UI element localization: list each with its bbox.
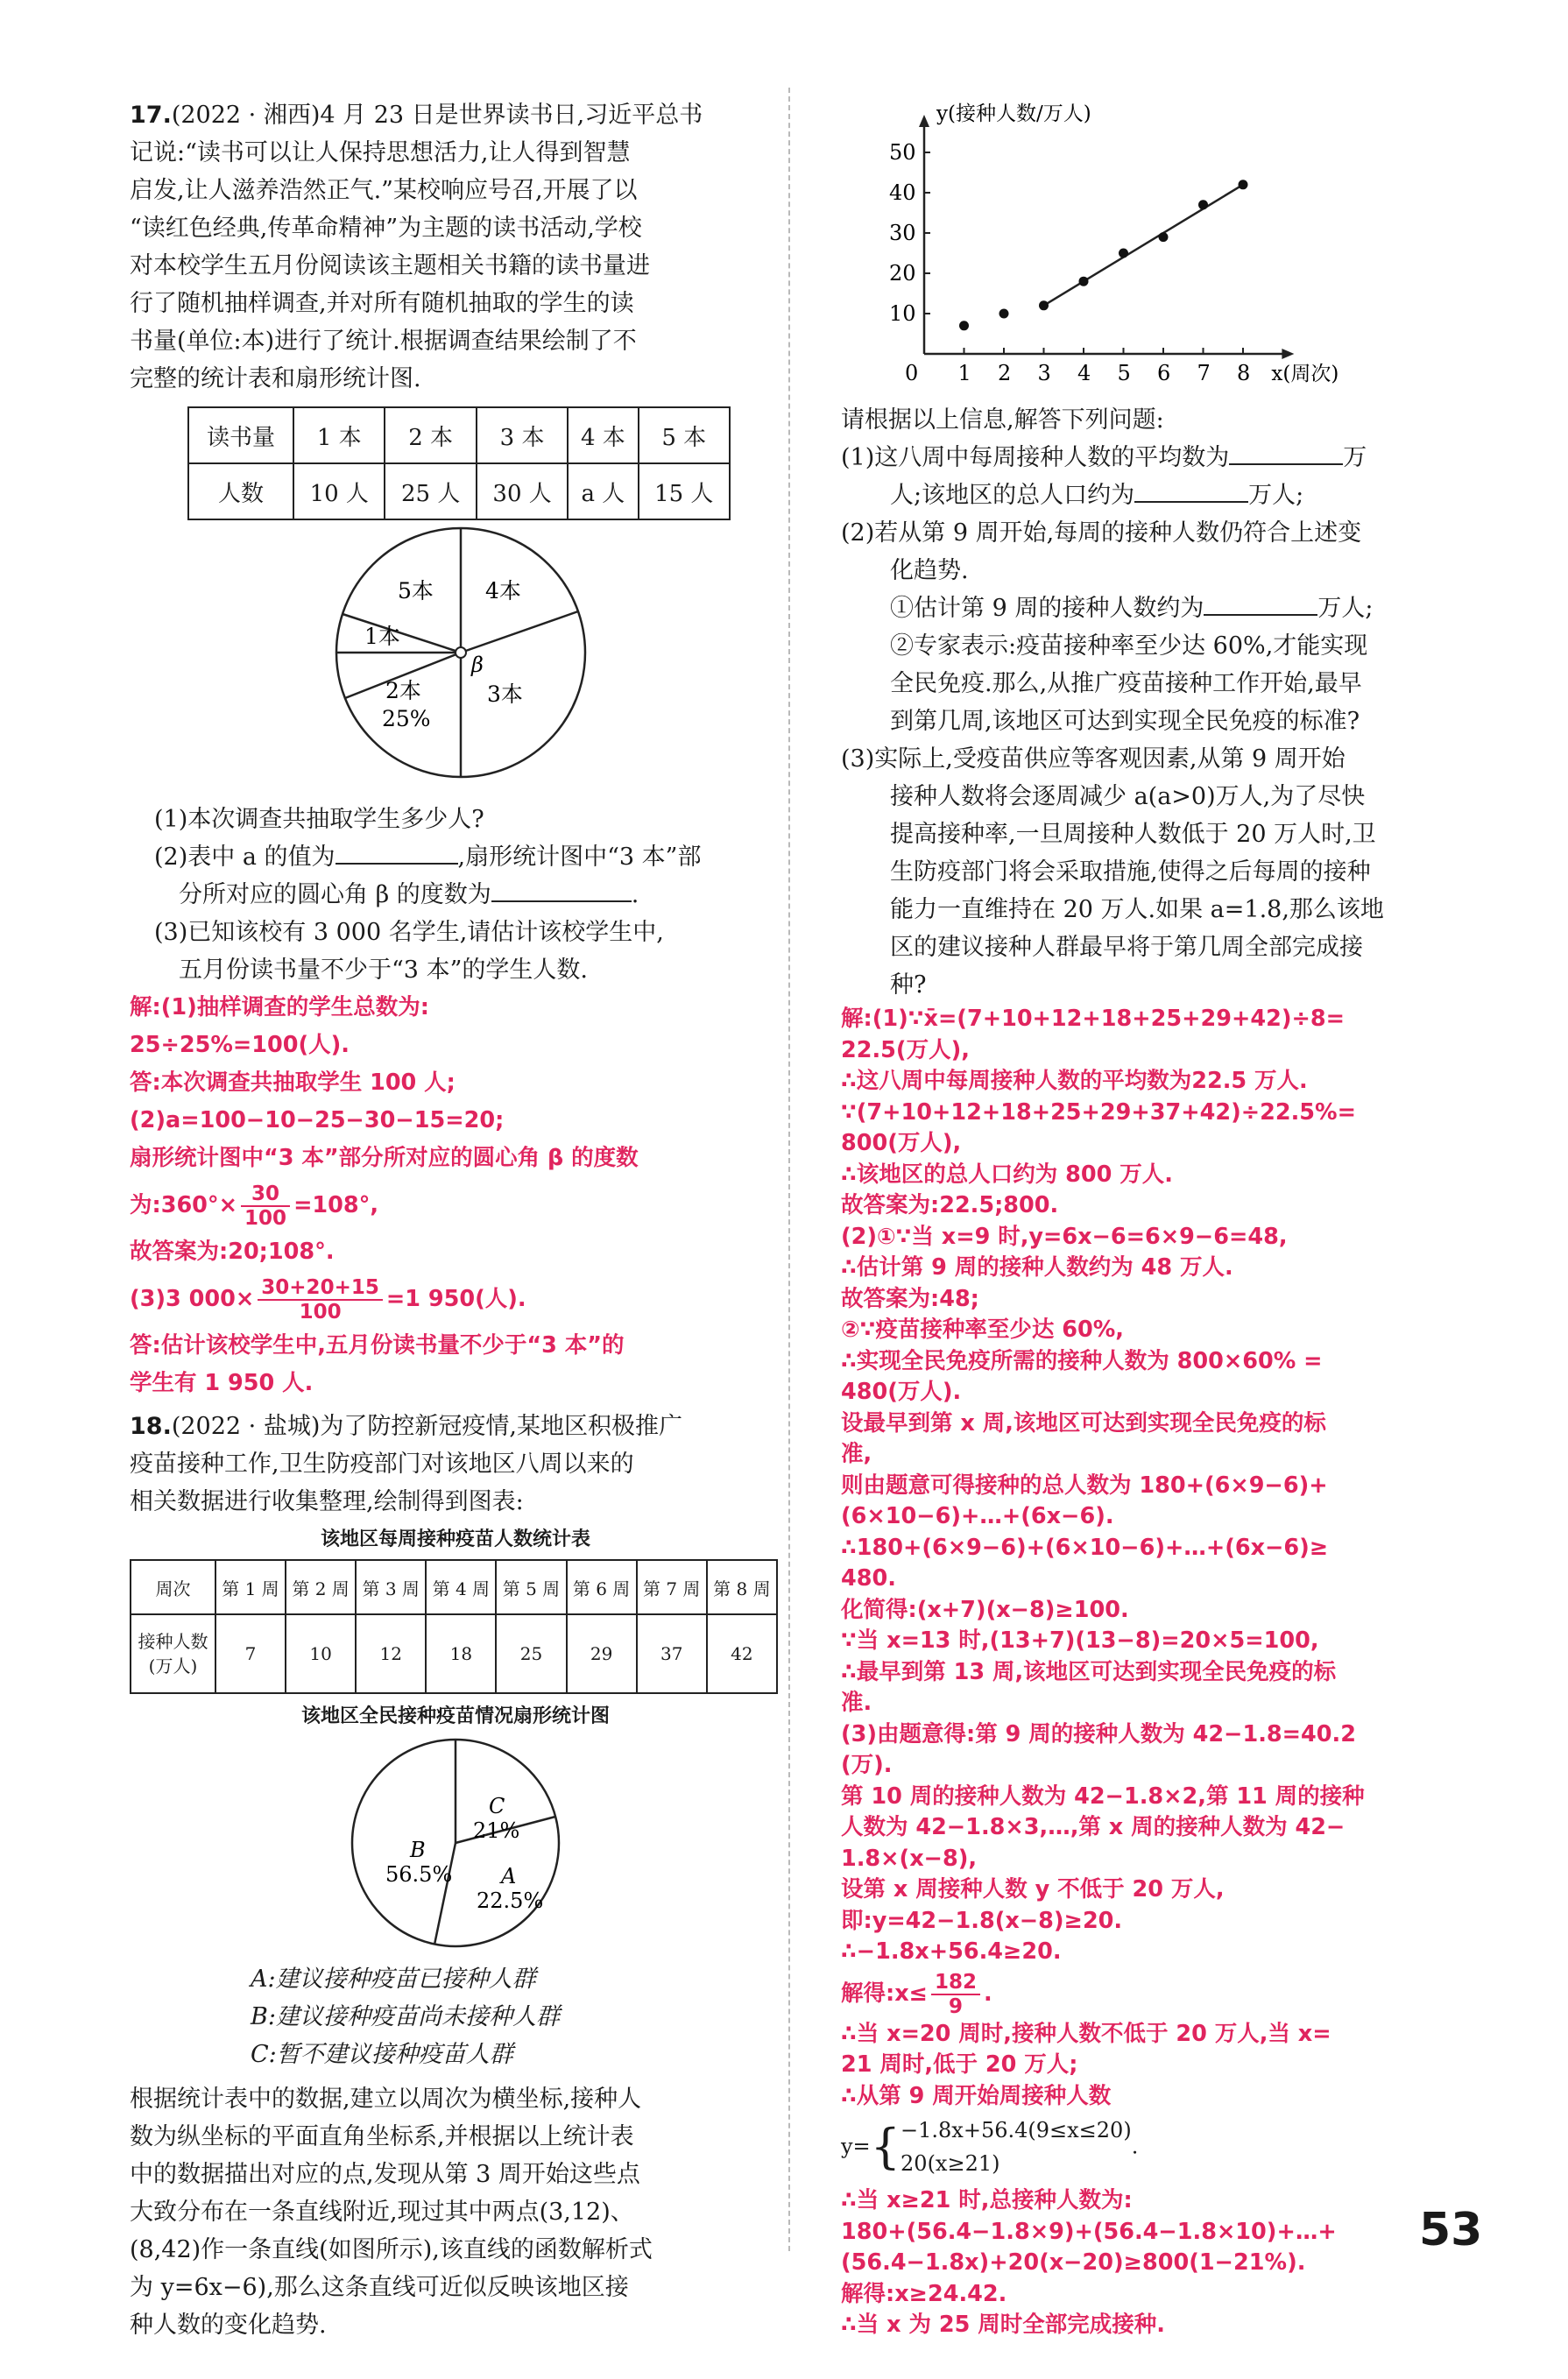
q18-stem (130, 1408, 781, 1521)
pie-divider (434, 1843, 456, 1945)
table-cell: 25 (496, 1614, 566, 1693)
q17-stem-line: “读红色经典,传革命精神”为主题的读书活动,学校 (130, 215, 642, 242)
answer-line: 22.5(万人), (841, 1036, 970, 1063)
q17-number: 17. (130, 102, 172, 129)
q17-question-1: (1)本次调查共抽取学生多少人? (154, 806, 484, 833)
answer-line: ∴从第 9 周开始周接种人数 (841, 2082, 1112, 2109)
row-label: 接种人数 (138, 1631, 208, 1652)
data-point (1239, 180, 1248, 189)
table-cell: 10 人 (293, 463, 385, 519)
answer-line: ∴实现全民免疫所需的接种人数为 800×60% = (841, 1347, 1323, 1374)
answer-line: 答:估计该校学生中,五月份读书量不少于“3 本”的 (130, 1332, 625, 1359)
y-tick-label: 40 (889, 180, 916, 205)
answer-text: =108°, (293, 1192, 379, 1218)
x-tick-label: 0 (905, 361, 919, 385)
fraction (258, 1276, 383, 1324)
q17-answer (130, 989, 781, 1402)
pie-label-a: A (501, 1864, 517, 1888)
question-line (841, 439, 1489, 477)
answer-line: 解:(1)∵x̄=(7+10+12+18+25+29+42)÷8= (841, 1006, 1345, 1032)
fraction-numerator: 182 (931, 1971, 980, 1995)
table-cell: 第 8 周 (707, 1560, 777, 1614)
pie-divider (343, 614, 461, 653)
answer-line: 化简得:(x+7)(x−8)≥100. (841, 1596, 1129, 1623)
x-axis-arrow (1282, 349, 1294, 359)
answer-line: 设最早到第 x 周,该地区可达到实现全民免疫的标 (841, 1409, 1326, 1437)
x-tick-label: 3 (1037, 361, 1051, 385)
q17-stem-line: 对本校学生五月份阅读该主题相关书籍的读书量进 (130, 252, 650, 279)
table-cell: 30 人 (477, 463, 568, 519)
column-divider (788, 88, 790, 2251)
answer-blank[interactable] (1229, 463, 1343, 465)
x-tick-label: 1 (957, 361, 971, 385)
y-axis-arrow (919, 115, 929, 127)
answer-line: 扇形统计图中“3 本”部分所对应的圆心角 β 的度数 (130, 1145, 639, 1171)
question-line: 生防疫部门将会采取措施,使得之后每周的接种 (890, 858, 1371, 886)
y-axis-label: y(接种人数/万人) (936, 102, 1091, 125)
answer-text: (3)3 000× (130, 1286, 255, 1312)
answer-line: ∴180+(6×9−6)+(6×10−6)+…+(6x−6)≥ (841, 1534, 1329, 1561)
q17-stem-line: 启发,让人滋养浩然正气.”某校响应号召,开展了以 (130, 177, 638, 204)
answer-line: 学生有 1 950 人. (130, 1370, 314, 1396)
answer-text: 解得:x≤ (841, 1980, 929, 2007)
answer-line: ②∵疫苗接种率至少达 60%, (841, 1317, 1124, 1343)
x-tick-label: 4 (1077, 361, 1091, 385)
answer-blank[interactable] (491, 900, 632, 902)
fraction-numerator: 30 (241, 1182, 290, 1207)
q18-number: 18. (130, 1413, 172, 1440)
q17-q2-text: (2)表中 a 的值为 (154, 844, 335, 871)
table-cell: 29 (567, 1614, 637, 1693)
left-column (130, 96, 781, 2344)
x-tick-label: 5 (1117, 361, 1131, 385)
data-point (1159, 232, 1169, 242)
q17-stem-line: (2022 · 湘西)4 月 23 日是世界读书日,习近平总书 (171, 102, 703, 129)
fraction (241, 1182, 290, 1230)
q17-stem (130, 96, 781, 398)
question-line: (3)实际上,受疫苗供应等客观因素,从第 9 周开始 (841, 745, 1346, 773)
q17-q2-text: 分所对应的圆心角 β 的度数为 (179, 881, 491, 908)
brace-icon: { (870, 2119, 901, 2174)
pie-label-beta: β (471, 653, 484, 677)
x-tick-label: 6 (1157, 361, 1171, 385)
table-cell: 第 2 周 (286, 1560, 356, 1614)
answer-line: (2)a=100−10−25−30−15=20; (130, 1107, 505, 1133)
question-line: 到第几周,该地区可达到实现全民免疫的标准? (890, 708, 1360, 735)
table-cell: 读书量 (188, 407, 293, 463)
y-tick-label: 20 (889, 261, 916, 286)
q17-question-3: (3)已知该校有 3 000 名学生,请估计该校学生中, (154, 919, 664, 946)
table-cell: 第 1 周 (215, 1560, 286, 1614)
question-text: ①估计第 9 周的接种人数约为 (890, 595, 1204, 622)
table-cell: 2 本 (385, 407, 476, 463)
answer-line: 1.8×(x−8), (841, 1845, 978, 1872)
fraction (931, 1971, 980, 2018)
fraction-denominator: 100 (244, 1207, 287, 1230)
answer-line: 解:(1)抽样调查的学生总数为: (130, 994, 429, 1020)
fraction-numerator: 30+20+15 (258, 1276, 383, 1301)
table-cell: 10 (286, 1614, 356, 1693)
q17-stem-line: 完整的统计表和扇形统计图. (130, 365, 421, 392)
answer-line: 25÷25%=100(人). (130, 1032, 350, 1058)
pie-label-three: 3本 (487, 681, 523, 707)
q17-stem-line: 行了随机抽样调查,并对所有随机抽取的学生的读 (130, 290, 634, 317)
y-tick-label: 10 (889, 301, 916, 326)
data-point (999, 309, 1009, 319)
question-line: (2)若从第 9 周开始,每周的接种人数仍符合上述变 (841, 519, 1362, 547)
pie-label-b: B (410, 1838, 426, 1862)
vaccine-table-title: 该地区每周接种疫苗人数统计表 (320, 1528, 590, 1550)
table-cell: 1 本 (293, 407, 385, 463)
answer-line: 准. (841, 1690, 872, 1716)
answer-line: 即:y=42−1.8(x−8)≥20. (841, 1907, 1123, 1934)
question-line: 化趋势. (890, 557, 969, 584)
pie-legend (130, 1960, 781, 2073)
piecewise-case: 20(x≥21) (901, 2151, 1000, 2176)
table-cell: 第 3 周 (356, 1560, 426, 1614)
question-text: 万 (1343, 444, 1367, 471)
q17-stem-line: 记说:“读书可以让人保持思想活力,让人得到智慧 (130, 139, 631, 166)
answer-line: (3)由题意得:第 9 周的接种人数为 42−1.8=40.2 (841, 1720, 1356, 1747)
table-cell: 人数 (188, 463, 293, 519)
text-line: 为 y=6x−6),那么这条直线可近似反映该地区接 (130, 2274, 629, 2301)
pie-label-four: 4本 (485, 578, 521, 604)
answer-text: . (984, 1980, 992, 2007)
vaccine-pie-chart (130, 1736, 781, 1955)
question-line: 请根据以上信息,解答下列问题: (841, 406, 1164, 434)
q17-stem-line: 书量(单位:本)进行了统计.根据调查结果绘制了不 (130, 328, 637, 355)
vaccine-table (130, 1559, 778, 1694)
data-point (1039, 300, 1049, 310)
answer-line: (6×10−6)+…+(6x−6). (841, 1503, 1114, 1529)
question-line (841, 589, 1489, 627)
y-tick-label: 50 (889, 140, 916, 165)
pie-label-one: 1本 (364, 624, 400, 649)
table-cell: 第 5 周 (496, 1560, 566, 1614)
vaccine-scatter-chart (841, 91, 1489, 398)
question-text: 万人; (1248, 482, 1304, 509)
table-cell: 第 4 周 (426, 1560, 496, 1614)
answer-line: ∴这八周中每周接种人数的平均数为22.5 万人. (841, 1068, 1308, 1094)
answer-blank[interactable] (335, 863, 458, 865)
answer-line: 解得:x≥24.42. (841, 2280, 1007, 2307)
q17-question-3b: 五月份读书量不少于“3 本”的学生人数. (179, 957, 588, 984)
x-axis-label: x(周次) (1271, 363, 1339, 385)
table-cell (131, 1614, 215, 1693)
answer-line: 第 10 周的接种人数为 42−1.8×2,第 11 周的接种 (841, 1782, 1365, 1810)
legend-item: B:建议接种疫苗尚未接种人群 (251, 2003, 560, 2030)
answer-line: ∴最早到第 13 周,该地区可达到实现全民免疫的标 (841, 1658, 1337, 1685)
data-point (1079, 277, 1089, 286)
q17-q2-text: . (631, 881, 639, 908)
answer-line: ∴−1.8x+56.4≥20. (841, 1938, 1062, 1965)
q17-questions (130, 801, 781, 989)
pie-label-b-pct: 56.5% (385, 1862, 453, 1887)
table-cell: 18 (426, 1614, 496, 1693)
answer-line: 故答案为:20;108°. (130, 1239, 335, 1265)
table-row (188, 463, 730, 519)
q18-stem-line: 疫苗接种工作,卫生防疫部门对该地区八周以来的 (130, 1451, 634, 1478)
answer-line: 180+(56.4−1.8×9)+(56.4−1.8×10)+…+ (841, 2218, 1337, 2245)
answer-line: 答:本次调查共抽取学生 100 人; (130, 1069, 456, 1096)
answer-line: 设第 x 周接种人数 y 不低于 20 万人, (841, 1876, 1225, 1902)
data-point (959, 321, 969, 330)
piecewise-function (841, 2112, 1489, 2185)
table-cell: 7 (215, 1614, 286, 1693)
answer-line: ∴该地区的总人口约为 800 万人. (841, 1161, 1173, 1188)
q18-questions (841, 401, 1489, 1004)
question-text: 人;该地区的总人口约为 (890, 482, 1135, 509)
answer-line: 准, (841, 1441, 872, 1467)
q18-stem-line: 相关数据进行收集整理,绘制得到图表: (130, 1488, 524, 1515)
pie-label-two: 2本 (385, 678, 421, 703)
fraction-denominator: 100 (299, 1301, 342, 1324)
answer-line: 21 周时,低于 20 万人; (841, 2051, 1078, 2078)
text-line: 大致分布在一条直线附近,现过其中两点(3,12)、 (130, 2199, 634, 2226)
table-cell: 4 本 (568, 407, 638, 463)
piecewise-case: −1.8x+56.4(9≤x≤20) (901, 2118, 1132, 2143)
question-text: 万人; (1317, 595, 1374, 622)
question-line: 种? (890, 971, 927, 999)
answer-line: ∵(7+10+12+18+25+29+37+42)÷22.5%= (841, 1098, 1356, 1126)
question-line: 接种人数将会逐周减少 a(a>0)万人,为了尽快 (890, 783, 1366, 810)
table-cell: 周次 (131, 1560, 215, 1614)
question-line: 能力一直维持在 20 万人.如果 a=1.8,那么该地 (890, 896, 1384, 923)
q18-stem-line: (2022 · 盐城)为了防控新冠疫情,某地区积极推广 (171, 1413, 682, 1440)
answer-text: =1 950(人). (385, 1286, 526, 1312)
pie-label-a-pct: 22.5% (477, 1888, 544, 1913)
pie-divider (461, 611, 578, 653)
reading-table (187, 406, 731, 520)
question-line: ②专家表示:疫苗接种率至少达 60%,才能实现 (890, 632, 1368, 660)
q18-description (130, 2080, 781, 2344)
table-cell: 3 本 (477, 407, 568, 463)
question-text: (1)这八周中每周接种人数的平均数为 (841, 444, 1230, 471)
answer-line (130, 1177, 781, 1233)
y-tick-label: 30 (889, 221, 916, 245)
answer-line: 则由题意可得接种的总人数为 180+(6×9−6)+ (841, 1472, 1328, 1499)
data-point (1198, 200, 1208, 209)
answer-blank[interactable] (1134, 501, 1248, 503)
reading-pie-chart (130, 526, 781, 788)
question-line (841, 477, 1489, 514)
answer-line: (万). (841, 1752, 893, 1778)
x-tick-label: 7 (1197, 361, 1211, 385)
answer-line: ∴当 x≥21 时,总接种人数为: (841, 2187, 1133, 2213)
answer-line: 800(万人), (841, 1130, 962, 1156)
text-line: (8,42)作一条直线(如图所示),该直线的函数解析式 (130, 2236, 653, 2263)
row-label: (万人) (148, 1655, 198, 1677)
piecewise-end: . (1131, 2134, 1139, 2159)
table-row (131, 1614, 777, 1693)
answer-line: (2)①∵当 x=9 时,y=6x−6=6×9−6=48, (841, 1223, 1288, 1250)
answer-line: 人数为 42−1.8×3,…,第 x 周的接种人数为 42− (841, 1814, 1346, 1840)
q17-q2-text: ,扇形统计图中“3 本”部 (457, 844, 702, 871)
piecewise-y: y= (841, 2134, 871, 2159)
table-cell: 37 (637, 1614, 707, 1693)
pie-label-two-pct: 25% (382, 706, 431, 731)
piecewise-cases (901, 2114, 1132, 2180)
pie-label-five: 5本 (398, 578, 434, 604)
answer-line (841, 1968, 1489, 2019)
question-line: 提高接种率,一旦周接种人数低于 20 万人时,卫 (890, 821, 1376, 848)
table-cell: 15 人 (639, 463, 730, 519)
data-point (1119, 249, 1128, 258)
q17-question-2 (130, 838, 781, 876)
pie (352, 1740, 559, 1946)
table-cell: 12 (356, 1614, 426, 1693)
answer-line: (56.4−1.8x)+20(x−20)≥800(1−21%). (841, 2249, 1306, 2276)
answer-line: ∴当 x 为 25 周时全部完成接种. (841, 2312, 1165, 2338)
legend-item: A:建议接种疫苗已接种人群 (251, 1966, 536, 1993)
table-cell: 25 人 (385, 463, 476, 519)
table-cell: 第 6 周 (567, 1560, 637, 1614)
answer-line: 480. (841, 1565, 896, 1592)
legend-item: C:暂不建议接种疫苗人群 (251, 2041, 513, 2068)
trend-line (1044, 185, 1244, 306)
answer-text: 为:360°× (130, 1192, 238, 1218)
pie (336, 528, 585, 777)
x-tick-label: 8 (1237, 361, 1251, 385)
pie-label-c: C (489, 1794, 505, 1818)
table-cell: 第 7 周 (637, 1560, 707, 1614)
answer-line: ∴当 x=20 周时,接种人数不低于 20 万人,当 x= (841, 2020, 1331, 2047)
answer-line: 480(万人). (841, 1379, 962, 1405)
x-tick-label: 2 (998, 361, 1012, 385)
table-cell: a 人 (568, 463, 638, 519)
answer-line: ∵当 x=13 时,(13+7)(13−8)=20×5=100, (841, 1627, 1319, 1654)
answer-blank[interactable] (1204, 614, 1317, 616)
table-row (188, 407, 730, 463)
text-line: 根据统计表中的数据,建立以周次为横坐标,接种人 (130, 2086, 642, 2113)
question-line: 全民免疫.那么,从推广疫苗接种工作开始,最早 (890, 670, 1362, 697)
answer-line: ∴估计第 9 周的接种人数约为 48 万人. (841, 1254, 1233, 1281)
fraction-denominator: 9 (949, 1994, 964, 2018)
text-line: 种人数的变化趋势. (130, 2312, 327, 2339)
answer-line: 故答案为:22.5;800. (841, 1192, 1059, 1218)
question-line: 区的建议接种人群最早将于第几周全部完成接 (890, 934, 1363, 961)
pie-center-dot (456, 647, 466, 658)
table-row (131, 1560, 777, 1614)
text-line: 数为纵坐标的平面直角坐标系,并根据以上统计表 (130, 2123, 634, 2150)
table-cell: 42 (707, 1614, 777, 1693)
answer-line: 故答案为:48; (841, 1285, 979, 1312)
pie-label-c-pct: 21% (473, 1818, 520, 1843)
q17-question-2b (130, 876, 781, 914)
q18-answer (841, 1004, 1489, 2341)
table-cell: 5 本 (639, 407, 730, 463)
answer-line (130, 1271, 781, 1327)
text-line: 中的数据描出对应的点,发现从第 3 周开始这些点 (130, 2161, 640, 2188)
right-column (841, 91, 1489, 2341)
page-number: 53 (1419, 2204, 1483, 2256)
vaccine-pie-title: 该地区全民接种疫苗情况扇形统计图 (300, 1705, 610, 1727)
